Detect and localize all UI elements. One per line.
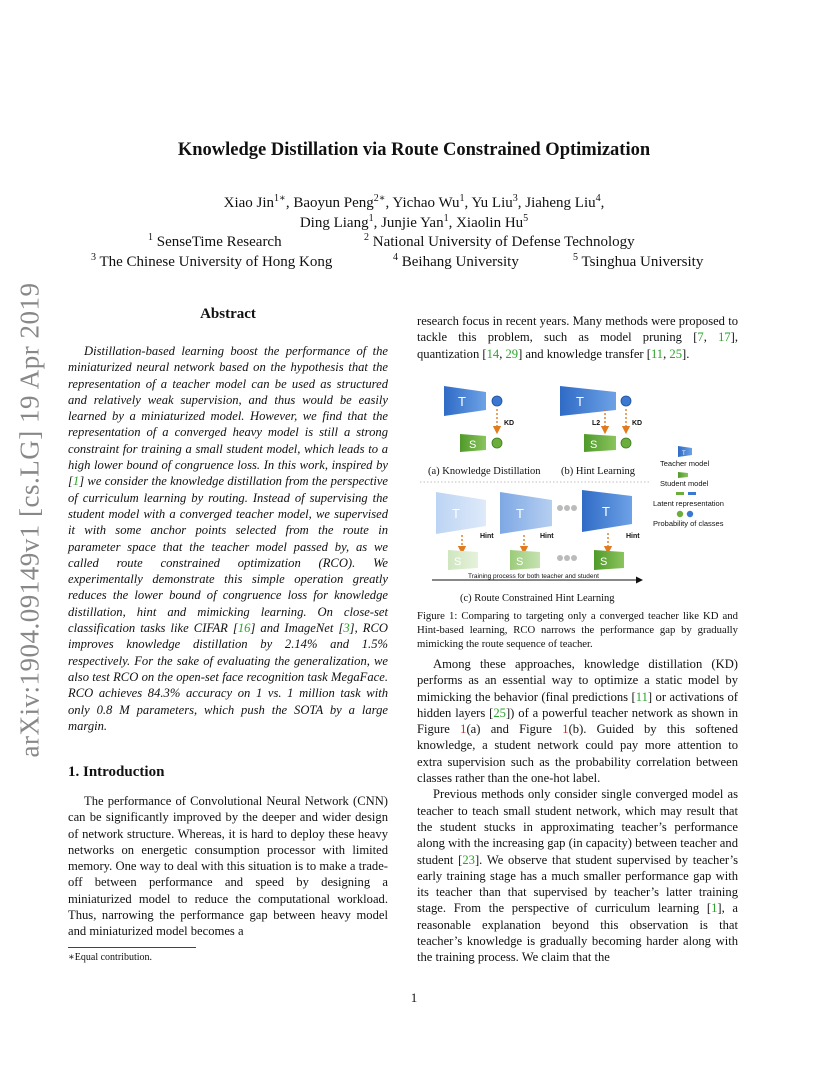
paragraph-kd: Among these approaches, knowledge distillation (KD) performs as an essential way to optimize a static model by mimicking the behavior (final predictions [11] or activations of hidden layers [25]) of a powerful teacher network as shown in Figure 1(a) and Figure 1(b). Guided by this softened knowledge, a student network could pay more attention to extra supervision such as the probability correlation between classes rather than the one-hot label. [417,657,738,786]
citation-link[interactable]: 17 [718,330,731,345]
svg-text:Hint: Hint [626,533,640,540]
svg-text:S: S [600,556,608,568]
figure-link[interactable]: 1 [460,722,467,737]
panel-hint-learning [560,386,642,477]
abstract-heading: Abstract [200,306,256,322]
svg-text:S: S [516,556,524,568]
svg-text:KD: KD [632,420,643,427]
section-heading-introduction: 1. Introduction [68,764,165,780]
svg-text:L2: L2 [592,420,601,427]
citation-link[interactable]: 1 [72,474,80,489]
svg-text:T: T [458,394,466,409]
svg-text:T: T [682,451,686,457]
caption-a: (a) Knowledge Distillation [428,466,541,477]
svg-text:S: S [590,439,598,451]
citation-link[interactable]: 29 [505,346,519,361]
svg-text:T: T [516,506,524,521]
citation-link[interactable]: 11 [635,689,648,704]
paragraph-previous-methods: Previous methods only consider single converged model as teacher to teach small student network, which may result that the student stucks in approximating teacher’s performance along with the increasing gap (in capacity) between teacher and student [23]. We observe that student supervised by teacher’s early training stage has a much smaller performance gap with its teacher than that supervised by teacher’s latter training stage. From the perspective of curriculum learning [1], a reasonable explanation beyond this observation is that teacher’s knowledge is gradually becoming harder along with the training process. We claim that the [417,787,738,965]
panel-knowledge-distillation [428,386,541,477]
figure-legend [653,446,724,528]
svg-text:Student model: Student model [660,479,709,488]
svg-text:Hint: Hint [540,533,554,540]
figure-1-caption: Figure 1: Comparing to targeting only a converged teacher like KD and Hint-based learning, RCO narrows the performance gap by gradually mimicking the route sequence of teacher. [417,610,738,650]
citation-link[interactable]: 23 [462,852,475,867]
panel-route-constrained [432,490,642,604]
page-number: 1 [410,990,418,1005]
figure-1 [420,378,740,606]
arxiv-stamp: arXiv:1904.09149v1 [cs.LG] 19 Apr 2019 [14,282,45,758]
citation-link[interactable]: 3 [343,621,350,636]
intro-paragraph: The performance of Convolutional Neural Network (CNN) can be significantly improved by the deeper and wider design of network structure. Whereas, it is hard to deploy these heavy networks on energetic consumption processor with limited memory. One way to deal with this situation is to make a trade-off between performance and speed by designing a miniaturized model to reduce the computational workload. Thus, narrowing the performance gap between heavy model and miniaturized model becomes a [68,794,388,939]
svg-text:T: T [602,504,610,519]
abstract-body: Distillation-based learning boost the performance of the miniaturized neural network based on the hypothesis that the representation of a teacher model can be used as structured and relatively weak supervision, and thus would be easily learned by a miniaturized model. However, we find that the representation of a converged heavy model is still a strong constraint for training a small student model, which leads to a high lower bound of congruence loss. In this work, inspired by [1] we consider the knowledge distillation from the perspective of curriculum learning by routing. Instead of supervising the student model with a converged teacher model, we supervised it with some anchor points selected from the route in parameter space that the teacher model passed by, as we called route constrained optimization (RCO). We experimentally demonstrate this simple operation greatly reduces the lower bound of congruence loss for knowledge distillation, hint and mimicking learning. On close-set classification tasks like CIFAR [16] and ImageNet [3], RCO improves knowledge distillation by 2.14% and 1.5% respectively. For the sake of evaluating the generalization, we also test RCO on the open-set face recognition task MegaFace. RCO achieves 84.3% accuracy on 1 vs. 1 million task with only 0.8 M parameters, which push the SOTA by a large margin. [68,344,388,733]
affiliation-line-2: $^3$ The Chinese University of Hong Kong $^4$ Beihang University $^5$ Tsinghua University [91,252,704,270]
author-block [0,194,828,273]
citation-link[interactable]: 7 [697,330,704,345]
right-column-top-paragraph: research focus in recent years. Many methods were proposed to tackle this problem, such as model pruning [7, 17], quantization [14, 29] and knowledge transfer [11, 25]. [417,314,738,361]
footnote: ∗Equal contribution. [68,952,153,963]
author-line-1: Xiao Jin$^{1∗}$, Baoyun Peng$^{2∗}$, Yichao Wu$^1$, Yu Liu$^3$, Jiaheng Liu$^4$, [223,193,605,211]
svg-text:Probability of classes: Probability of classes [653,519,724,528]
citation-link[interactable]: 25 [493,705,506,720]
svg-text:T: T [452,506,460,521]
paper-title: Knowledge Distillation via Route Constrained Optimization [177,140,651,160]
svg-text:Latent representation: Latent representation [653,499,724,508]
affiliation-line-1: $^1$ SenseTime Research $^2$ National University of Defense Technology [148,232,635,250]
svg-text:Training process for both teac: Training process for both teacher and student [468,573,599,580]
svg-text:Hint: Hint [480,533,494,540]
svg-text:S: S [469,439,477,451]
caption-b: (b) Hint Learning [561,466,636,477]
citation-link[interactable]: 1 [711,901,718,916]
right-column-body [417,656,738,966]
svg-text:S: S [454,556,462,568]
figure-link[interactable]: 1 [562,722,569,737]
footnote-rule [68,947,196,948]
citation-link[interactable]: 11 [650,346,664,361]
citation-link[interactable]: 16 [237,621,251,636]
svg-text:Teacher model: Teacher model [660,459,710,468]
svg-text:T: T [576,394,584,409]
caption-c: (c) Route Constrained Hint Learning [460,593,615,604]
author-line-2: Ding Liang$^1$, Junjie Yan$^1$, Xiaolin Hu$^5$ [299,212,529,231]
citation-link[interactable]: 14 [486,346,500,361]
svg-text:KD: KD [504,420,515,427]
citation-link[interactable]: 25 [669,346,682,361]
